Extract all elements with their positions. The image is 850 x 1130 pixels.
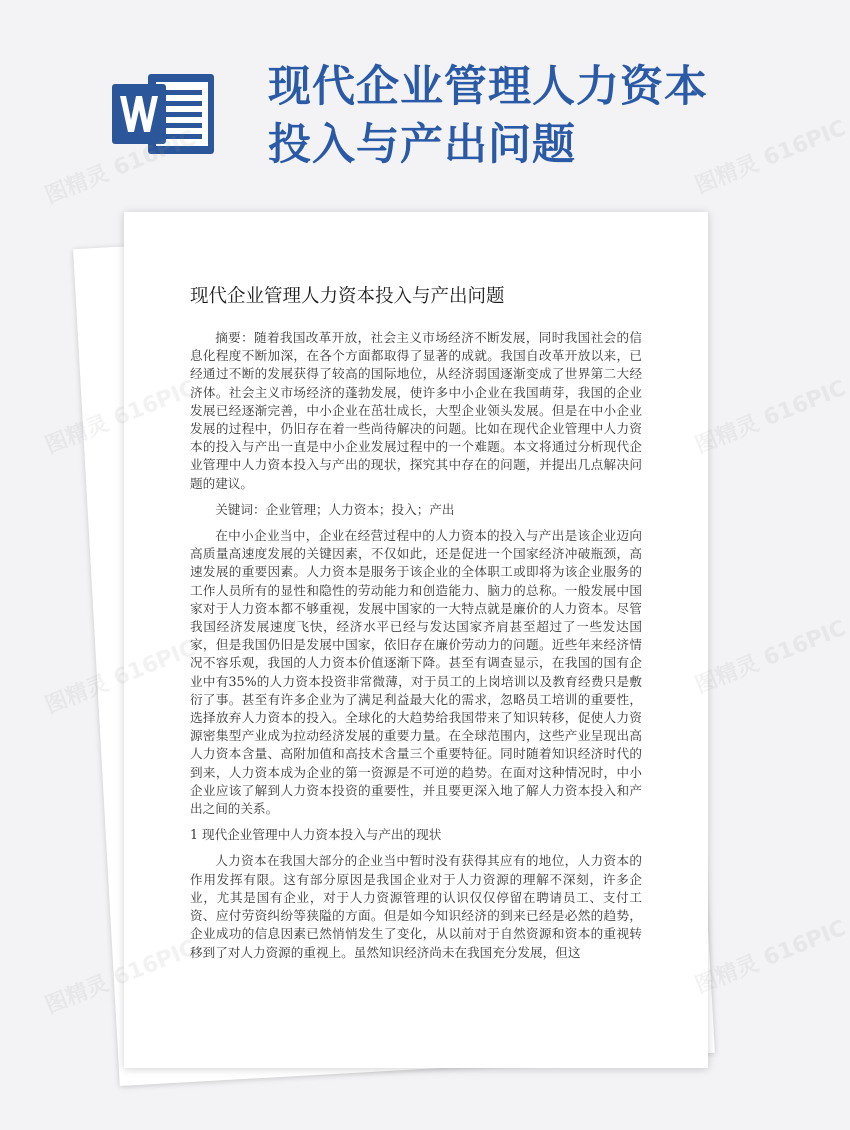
watermark: 图精灵 616PIC: [691, 115, 850, 199]
header-title: [268, 58, 788, 174]
document-page: [124, 212, 708, 1068]
watermark: 图精灵: [41, 971, 113, 1019]
body-paragraph: 在中小企业当中，企业在经营过程中的人力资本的投入与产出是该企业迈向高质量高速度发展的关键因素，不仅如此，还是促进一个国家经济冲破瓶颈，高速发展的重要因素。人力资本是服务于该企业的全体职工或即将为该企业服务的工作人员所有的显性和隐性的劳动能力和创造能力、脑力的总称。一般发展中国家对于人力资本都不够重视，发展中国家的一大特点就是廉价的人力资本。尽管我国经济发展速度飞快，经济水平已经与发达国家齐肩甚至超过了一些发达国家，但是我国仍旧是发展中国家，依旧存在廉价劳动力的问题。近些年来经济情况不容乐观，我国的人力资本价值逐渐下降。甚至有调查显示，在我国的国有企业中有35%的人力资本投资非常微薄，对于员工的上岗培训以及教育经费只是敷衍了事。甚至有许多企业为了满足利益最大化的需求，忽略员工培训的重要性，选择放弃人力资本的投入。全球化的大趋势给我国带来了知识转移，促使人力资源密集型产业成为拉动经济发展的重要力量。在全球范围内，这些产业呈现出高人力资本含量、高附加值和高技术含量三个重要特征。同时随着知识经济时代的到来，人力资本成为企业的第一资源是不可逆的趋势。在面对这种情况时，中小企业应该了解到人力资本投资的重要性，并且要更深入地了解人力资本投入和产出之间的关系。: [190, 528, 642, 817]
watermark: 图精灵 616PIC: [41, 125, 200, 209]
watermark: 图精灵: [41, 671, 113, 719]
keywords-paragraph: 关键词：企业管理；人力资本；投入；产出: [215, 501, 455, 517]
header-title-line-2: 投入与产出问题: [268, 120, 576, 170]
document-title: 现代企业管理人力资本投入与产出问题: [190, 286, 505, 307]
watermark: 图精灵 616PIC: [691, 915, 850, 999]
watermark: 图精灵 616PIC: [691, 615, 850, 699]
header-title-line-1: 现代企业管理人力资本: [268, 62, 708, 112]
watermark: 图精灵: [41, 411, 113, 459]
body-paragraph: 人力资本在我国大部分的企业当中暂时没有获得其应有的地位，人力资本的作用发挥有限。这有部分原因是我国企业对于人力资源的理解不深刻，许多企业，尤其是国有企业，对于人力资源管理的认识仅仅停留在聘请员工、支付工资、应付劳资纠纷等狭隘的方面。但是如今知识经济的到来已经是必然的趋势，企业成功的信息因素已然悄悄发生了变化，从以前对于自然资源和资本的重视转移到了对人力资源的重视上。虽然知识经济尚未在我国充分发展，但这: [190, 853, 642, 960]
watermark: 图精灵 616PIC: [691, 375, 850, 459]
section-heading: 1 现代企业管理中人力资本投入与产出的现状: [190, 827, 442, 843]
abstract-paragraph: 摘要：随着我国改革开放，社会主义市场经济不断发展，同时我国社会的信息化程度不断加深，在各个方面都取得了显著的成就。我国自改革开放以来，已经通过不断的发展获得了较高的国际地位，从经济弱国逐渐变成了世界第二大经济体。社会主义市场经济的蓬勃发展，使许多中小企业在我国萌芽，我国的企业发展已经逐渐完善，中小企业在茁壮成长，大型企业领头发展。但是在中小企业发展的过程中，仍旧存在着一些尚待解决的问题。比如在现代企业管理中人力资本的投入与产出一直是中小企业发展过程中的一个难题。本文将通过分析现代企业管理中人力资本投入与产出的现状，探究其中存在的问题，并提出几点解决问题的建议。: [190, 330, 642, 491]
word-document-icon: [110, 72, 218, 156]
document-body: [190, 329, 642, 970]
